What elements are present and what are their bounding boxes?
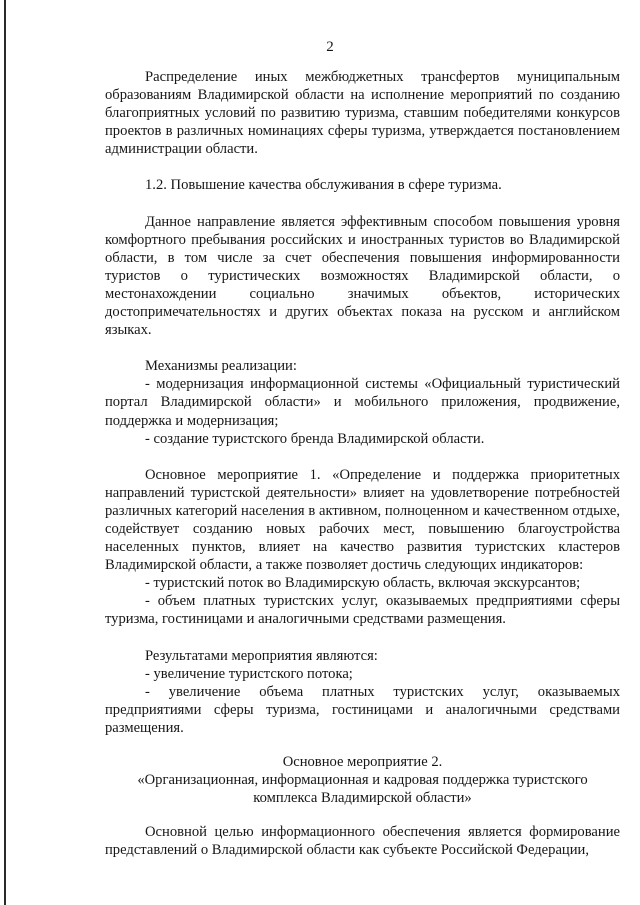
results-title: Результатами мероприятия являются: xyxy=(145,647,378,664)
paragraph-event-1: Основное мероприятие 1. «Определение и поддержка приоритетных направлений туристской деятельности» влияет на удовлетворение потребностей различных категорий населения в активном, полноценном и качественном отдыхе, содействует созданию новых рабочих мест, повышению благоустройства населенных пунктов, влияет на качество развития туристских кластеров Владимирской области, а также позволяет достичь следующих индикаторов: xyxy=(105,466,620,574)
paragraph-info-support: Основной целью информационного обеспечения является формирование представлений о Владимирской области как субъекте Российской Федерации, xyxy=(105,824,620,859)
paragraph-direction: Данное направление является эффективным способом повышения уровня комфортного пребывания российских и иностранных туристов во Владимирской области, в том числе за счет обеспечения повышения информированности туристов о туристических возможностях Владимирской области, о местонахождении социально значимых объектов, исторических достопримечательностях и других объектах показа на русском и английском языках. xyxy=(105,213,620,339)
indicator-item: - объем платных туристских услуг, оказываемых предприятиями сферы туризма, гостиницами и аналогичными средствами размещения. xyxy=(105,593,620,628)
result-item: - увеличение объема платных туристских услуг, оказываемых предприятиями сферы туризма, гостиницами и аналогичными средствами размещения. xyxy=(105,683,620,736)
mechanisms-title: Механизмы реализации: xyxy=(145,358,297,375)
event-2-title: Основное мероприятие 2. xyxy=(282,754,443,770)
document-body xyxy=(105,68,620,859)
page-number: 2 xyxy=(326,39,334,55)
mechanism-item: - модернизация информационной системы «Официальный туристический портал Владимирской области» и мобильного приложения, продвижение, поддержка и модернизация; xyxy=(105,376,620,429)
event-2-subtitle: «Организационная, информационная и кадровая поддержка туристского комплекса Владимирской области» xyxy=(137,772,588,807)
indicator-item: - туристский поток во Владимирскую область, включая экскурсантов; xyxy=(145,575,581,592)
section-heading-1-2: 1.2. Повышение качества обслуживания в сфере туризма. xyxy=(145,177,502,194)
mechanism-item: - создание туристского бренда Владимирской области. xyxy=(145,430,485,447)
paragraph-transfers: Распределение иных межбюджетных трансфертов муниципальным образованиям Владимирской области на исполнение мероприятий по созданию благоприятных условий по развитию туризма, ставшим победителями конкурсов проектов в различных номинациях сферы туризма, утверждается постановлением администрации области. xyxy=(105,69,620,158)
result-item: - увеличение туристского потока; xyxy=(145,665,353,682)
page-edge-line xyxy=(4,0,6,905)
